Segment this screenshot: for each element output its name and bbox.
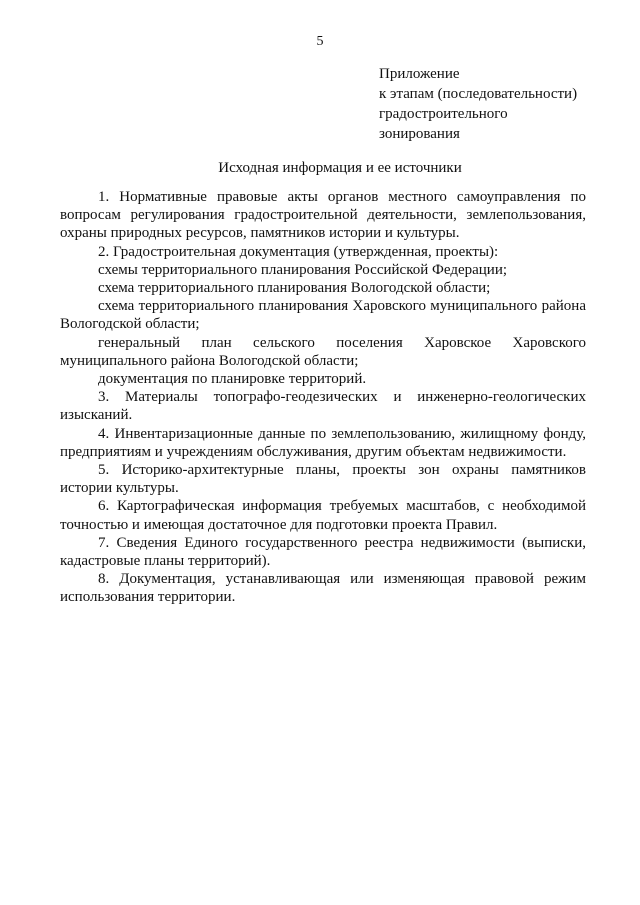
document-heading: Исходная информация и ее источники	[218, 160, 462, 176]
list-item: 6. Картографическая информация требуемых масштабов, с необходимой точностью и имеющая достаточное для подготовки проекта Правил.	[60, 498, 586, 533]
appendix-line: к этапам (последовательности)	[379, 86, 578, 102]
appendix-line: Приложение	[379, 66, 460, 82]
list-item: 8. Документация, устанавливающая или изменяющая правовой режим использования территории.	[60, 571, 586, 606]
sub-list-item: схемы территориального планирования Российской Федерации;	[98, 261, 508, 278]
list-item: 4. Инвентаризационные данные по землепользованию, жилищному фонду, предприятиям и учреждениям обслуживания, другим объектам недвижимости.	[60, 425, 586, 460]
list-item: 5. Историко-архитектурные планы, проекты зон охраны памятников истории культуры.	[60, 462, 586, 497]
list-item: 3. Материалы топографо-геодезических и инженерно-геологических изысканий.	[60, 389, 586, 424]
list-item: 2. Градостроительная документация (утвержденная, проекты):	[98, 243, 499, 260]
page-number: 5	[316, 34, 324, 49]
appendix-line: градостроительного	[379, 106, 508, 122]
sub-list-item: схема территориального планирования Харовского муниципального района Вологодской области;	[60, 298, 586, 333]
list-item: 7. Сведения Единого государственного реестра недвижимости (выписки, кадастровые планы территорий).	[60, 534, 586, 570]
sub-list-item: документация по планировке территорий.	[98, 371, 367, 388]
appendix-line: зонирования	[379, 126, 460, 142]
sub-list-item: схема территориального планирования Вологодской области;	[98, 280, 491, 297]
appendix-block	[379, 64, 577, 144]
document-body	[60, 188, 586, 607]
sub-list-item: генеральный план сельского поселения Харовское Харовского муниципального района Вологодской области;	[60, 334, 586, 369]
list-item: 1. Нормативные правовые акты органов местного самоуправления по вопросам регулирования градостроительной деятельности, землепользования, охраны природных ресурсов, памятников истории и культуры.	[60, 189, 586, 242]
